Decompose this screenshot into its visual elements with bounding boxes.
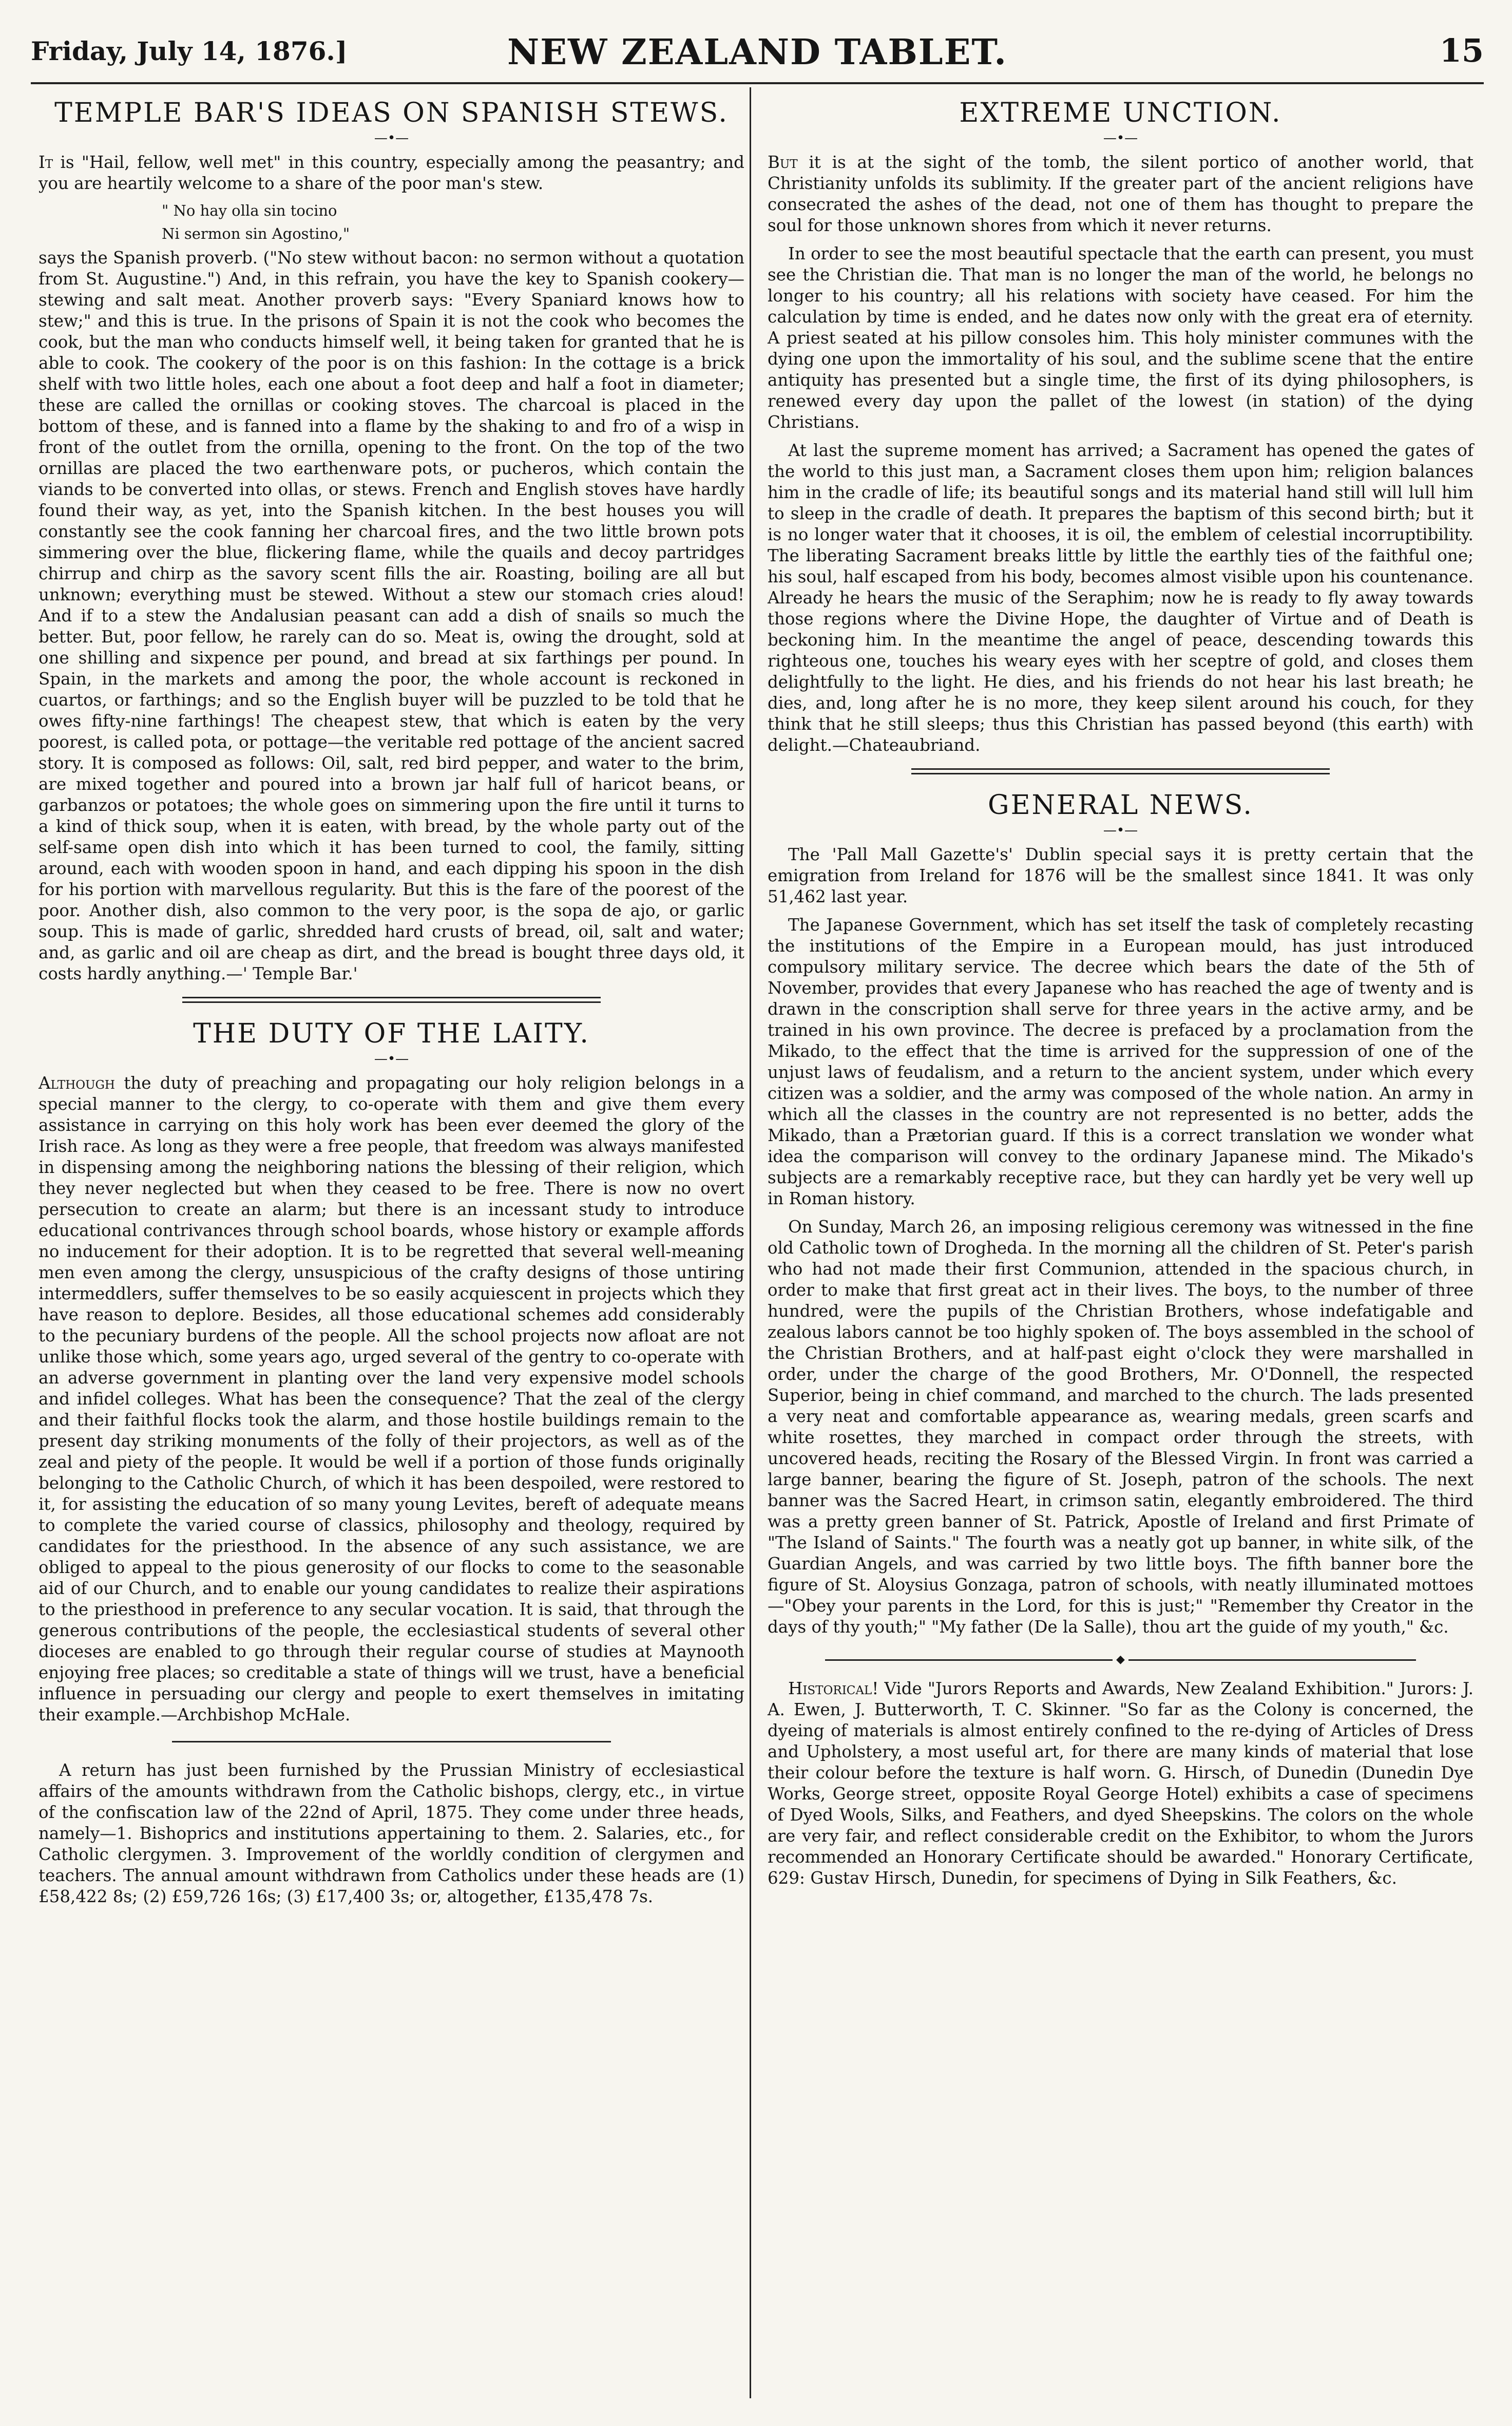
section-divider	[911, 768, 1330, 774]
masthead	[31, 21, 1484, 84]
drop-word: Although	[39, 1073, 115, 1093]
heading-ornament: —•—	[374, 1051, 409, 1067]
paragraph-text: it is at the sight of the tomb, the silent portico of another world, that Christianity unfolds its sublimity. If the greater part of the ancient religions have consecrated the ashes of the dead, not one of them has thought to prepare the soul for those unknown shores from which it never returns.	[768, 153, 1473, 235]
paragraph: The 'Pall Mall Gazette's' Dublin special says it is pretty certain that the emigration from Ireland for 1876 will be the smallest since 1841. It was only 51,462 last year.	[768, 845, 1473, 906]
article-heading: TEMPLE BAR'S IDEAS ON SPANISH STEWS.	[54, 98, 729, 128]
paragraph	[768, 152, 1473, 236]
right-column	[768, 92, 1473, 1896]
article-prussian-return	[39, 1760, 744, 1907]
section-divider: ◆	[768, 1653, 1473, 1666]
verse-line: " No hay olla sin tocino	[162, 202, 337, 219]
drop-word: But	[768, 153, 798, 172]
paragraph: The Japanese Government, which has set itself the task of completely recasting the institutions of the Empire in a European mould, has just introduced compulsory military service. The decree which bears the date of the 5th of November, provides that every Japanese who has reached the age of twenty and is drawn in the conscription shall serve for three years in the active army, and be trained in his own province. The decree is prefaced by a proclamation from the Mikado, to the effect that the time is arrived for the suppression of one of the unjust laws of feudalism, and a return to the ancient system, under which every citizen was a soldier, and the army was composed of the whole nation. An army in which all the classes in the country are not represented is no better, adds the Mikado, than a Prætorian guard. If this is a correct translation we wonder what idea the comparison will convey to the ordinary Japanese mind. The Mikado's subjects are a remarkably receptive race, but they can hardly yet be very well up in Roman history.	[768, 915, 1473, 1208]
paragraph	[768, 1678, 1473, 1889]
article-heading: THE DUTY OF THE LAITY.	[193, 1018, 590, 1049]
paragraph: says the Spanish proverb. ("No stew without bacon: no sermon without a quotation from St. Augustine.") And, in this refrain, you have the key to Spanish cookery—stewing and salt meat. Another proverb says: "Every Spaniard knows how to stew;" and this is true. In the prisons of Spain it is not the cook who becomes the cook, but the man who conducts himself well, it being taken for granted that he is able to cook. The cookery of the poor is on this fashion: In the cottage is a brick shelf with two little holes, each one about a foot deep and half a foot in diameter; these are called the ornillas or cooking stoves. The charcoal is placed in the bottom of these, and is fanned into a flame by the shaking to and fro of a wisp in front of the outlet from the ornilla, opening to the front. On the top of the two ornillas are placed the two earthenware pots, or pucheros, which contain the viands to be converted into ollas, or stews. French and English stoves have hardly found their way, as yet, into the Spanish kitchen. In the best houses you will constantly see the cook fanning her charcoal fires, and the two little brown pots simmering over the blue, flickering flame, while the quails and decoy partridges chirrup and chirp as the savory scent fills the air. Roasting, boiling are all but unknown; everything must be stewed. Without a stew our stomach cries aloud! And if to a stew the Andalusian peasant can add a dish of snails so much the better. But, poor fellow, he rarely can do so. Meat is, owing the drought, sold at one shilling and sixpence per pound, and bread at six farthings per pound. In Spain, in the markets and among the poor, the whole account is reckoned in cuartos, or farthings; and so the English buyer will be puzzled to be told that he owes fifty-nine farthings! The cheapest stew, that which is eaten by the very poorest, is called pota, or pottage—the veritable red pottage of the ancient sacred story. It is composed as follows: Oil, salt, red bird pepper, and water to the brim, are mixed together and poured into a brown jar half full of haricot beans, or garbanzos or potatoes; the whole goes on simmering upon the fire until it turns to a kind of thick soup, when it is eaten, with bread, by the whole party out of the self-same open dish into which it has been turned to cool, the family, sitting around, each with wooden spoon in hand, and each dipping his spoon in the dish for his portion with marvellous regularity. But this is the fare of the poorest of the poor. Another dish, also common to the very poor, is the sopa de ajo, or garlic soup. This is made of garlic, shredded hard crusts of bread, oil, salt and water; and, as garlic and oil are cheap as dirt, and the bread is bought three days old, it costs hardly anything.—' Temple Bar.'	[39, 248, 744, 983]
article-extreme-unction	[768, 92, 1473, 756]
article-duty-of-laity	[39, 1013, 744, 1726]
article-body	[768, 1678, 1473, 1889]
verse-line: Ni sermon sin Agostino,"	[162, 225, 350, 242]
section-divider	[182, 997, 601, 1003]
column-divider	[750, 87, 751, 2398]
drop-word: It	[39, 153, 53, 172]
article-heading: GENERAL NEWS.	[988, 790, 1253, 821]
heading-ornament: —•—	[1103, 823, 1138, 838]
paragraph-text: Vide "Jurors Reports and Awards, New Zealand Exhibition." Jurors: J. A. Ewen, J. Butterworth, T. C. Skinner. "So far as the Colony is concerned, the dyeing of materials is almost entirely confined to the re-dying of Articles of Dress and Upholstery, a most useful art, for there are many kinds of material that lose their colour before the texture is half worn. G. Hirsch, of Dunedin (Dunedin Dye Works, George street, opposite Royal George Hotel) exhibits a case of specimens of Dyed Wools, Silks, and Feathers, and dyed Sheepskins. The colors on the whole are very fair, and reflect considerable credit on the Exhibitor, to whom the Jurors recommended an Honorary Certificate should be awarded." Honorary Certificate, 629: Gustav Hirsch, Dunedin, for specimens of Dying in Silk Feathers, &c.	[768, 1679, 1473, 1888]
paragraph: A return has just been furnished by the Prussian Ministry of ecclesiastical affairs of the amounts withdrawn from the Catholic bishops, clergy, etc., in virtue of the confiscation law of the 22nd of April, 1875. They come under three heads, namely—1. Bishoprics and institutions appertaining to them. 2. Salaries, etc., for Catholic clergymen. 3. Improvement of the worldly condition of clergymen and teachers. The annual amount withdrawn from Catholics under these heads are (1) £58,422 8s; (2) £59,726 16s; (3) £17,400 3s; or, altogether, £135,478 7s.	[39, 1760, 744, 1906]
paragraph: In order to see the most beautiful spectacle that the earth can present, you must see the Christian die. That man is no longer the man of the world, he belongs no longer to his country; all his relations with society have ceased. For him the calculation by time is ended, and he dates now only with the great era of eternity. A priest seated at his pillow consoles him. This holy minister communes with the dying one upon the immortality of his soul, and the sublime scene that the entire antiquity has presented but a single time, the first of its dying philosophers, is renewed every day upon the pallet of the lowest (in station) of the dying Christians.	[768, 244, 1473, 432]
paragraph	[39, 152, 744, 194]
paragraph: At last the supreme moment has arrived; a Sacrament has opened the gates of the world to this just man, a Sacrament closes them upon him; religion balances him in the cradle of life; its beautiful songs and its material hand still will lull him to sleep in the cradle of death. It prepares the baptism of this second birth; but it is no longer water that it chooses, it is oil, the emblem of celestial incorruptibility. The liberating Sacrament breaks little by little the earthly ties of the faithful one; his soul, half escaped from his body, becomes almost visible upon his countenance. Already he hears the music of the Seraphim; now he is ready to fly away towards those regions where the Divine Hope, the daughter of Virtue and of Death is beckoning him. In the meantime the angel of peace, descending towards this righteous one, touches his weary eyes with her sceptre of gold, and closes them delightfully to the light. He dies, and his friends do not hear his last breath; he dies, and, long after he is no more, they keep silent around his couch, for they think that he still sleeps; thus this Christian has passed beyond (this earth) with delight.—Chateaubriand.	[768, 441, 1473, 755]
section-divider	[172, 1741, 611, 1742]
article-spanish-stews	[39, 92, 744, 984]
article-body	[39, 1760, 744, 1907]
paragraph-text: is "Hail, fellow, well met" in this country, especially among the peasantry; and you are heartily welcome to a share of the poor man's stew.	[39, 153, 744, 193]
article-body	[768, 152, 1473, 756]
drop-word: Historical!	[788, 1679, 879, 1698]
article-body	[768, 844, 1473, 1638]
article-heading: EXTREME UNCTION.	[959, 98, 1282, 128]
article-general-news	[768, 785, 1473, 1638]
paragraph-text: the duty of preaching and propagating our holy religion belongs in a special manner to the clergy, to co-operate with them and give them every assistance in carrying on this holy work has been ever deemed the glory of the Irish race. As long as they were a free people, that freedom was always manifested in dispensing among the neighboring nations the blessing of their religion, which they never neglected but when they ceased to be free. There is now no overt persecution to create an alarm; but there is an incessant study to introduce educational contrivances through school boards, whose history or example affords no inducement for their adoption. It is to be regretted that several well-meaning men even among the clergy, unsuspicious of the crafty designs of those untiring intermeddlers, suffer themselves to be so easily acquiescent in projects which they have reason to deplore. Besides, all those educational schemes add considerably to the pecuniary burdens of the people. All the school projects now afloat are not unlike those which, some years ago, urged several of the gentry to co-operate with an adverse government in planting over the land very expensive model schools and infidel colleges. What has been the consequence? That the zeal of the clergy and their faithful flocks took the alarm, and those hostile buildings remain to the present day striking monuments of the folly of their projectors, as well as of the zeal and piety of the people. It would be well if a portion of those funds originally belonging to the Catholic Church, of which it has been despoiled, were restored to it, for assisting the education of so many young Levites, bereft of adequate means to complete the varied course of classics, philosophy and theology, required by candidates for the priesthood. In the absence of any such assistance, we are obliged to appeal to the pious generosity of our flocks to come to the seasonable aid of our Church, and to enable our young candidates to realize their aspirations to the priesthood in preference to any secular vocation. It is said, that through the generous contributions of the people, the ecclesiastical students of several other dioceses are enabled to go through their regular course of studies at Maynooth enjoying free places; so creditable a state of things will we trust, have a beneficial influence in persuading our clergy and people to exert themselves in imitating their example.—Archbishop McHale.	[39, 1073, 744, 1724]
paragraph	[39, 1073, 744, 1726]
newspaper-title: NEW ZEALAND TABLET.	[507, 32, 1007, 73]
paragraph: On Sunday, March 26, an imposing religious ceremony was witnessed in the fine old Catholic town of Drogheda. In the morning all the children of St. Peter's parish who had not made their first Communion, attended in the spacious church, in order to make that first great act in their lives. The boys, to the number of three hundred, were the pupils of the Christian Brothers, whose indefatigable and zealous labors cannot be too highly spoken of. The boys assembled in the school of the Christian Brothers, and at half-past eight o'clock they were marshalled in order, under the charge of the good Brothers, Mr. O'Donnell, the respected Superior, being in chief command, and marched to the church. The lads presented a very neat and comfortable appearance as, wearing medals, green scarfs and white rosettes, they marched in compact order through the streets, with uncovered heads, reciting the Rosary of the Blessed Virgin. In front was carried a large banner, bearing the figure of St. Joseph, patron of the schools. The next banner was the Sacred Heart, in crimson satin, elegantly embroidered. The third was a pretty green banner of St. Patrick, Apostle of Ireland and first Primate of "The Island of Saints." The fourth was a neatly got up banner, in white silk, of the Guardian Angels, and was carried by two little boys. The fifth banner bore the figure of St. Aloysius Gonzaga, patron of schools, with neatly illuminated mottoes—"Obey your parents in the Lord, for this is just;" "Remember thy Creator in the days of thy youth;" "My father (De la Salle), thou art the guide of my youth," &c.	[768, 1217, 1473, 1637]
article-body	[39, 152, 744, 984]
page-number: 15	[1439, 32, 1484, 69]
left-column	[39, 92, 744, 1915]
heading-ornament: —•—	[1103, 130, 1138, 146]
article-historical-notice	[768, 1678, 1473, 1889]
heading-ornament: —•—	[374, 130, 409, 146]
article-body	[39, 1073, 744, 1726]
issue-date: Friday, July 14, 1876.]	[31, 36, 348, 66]
